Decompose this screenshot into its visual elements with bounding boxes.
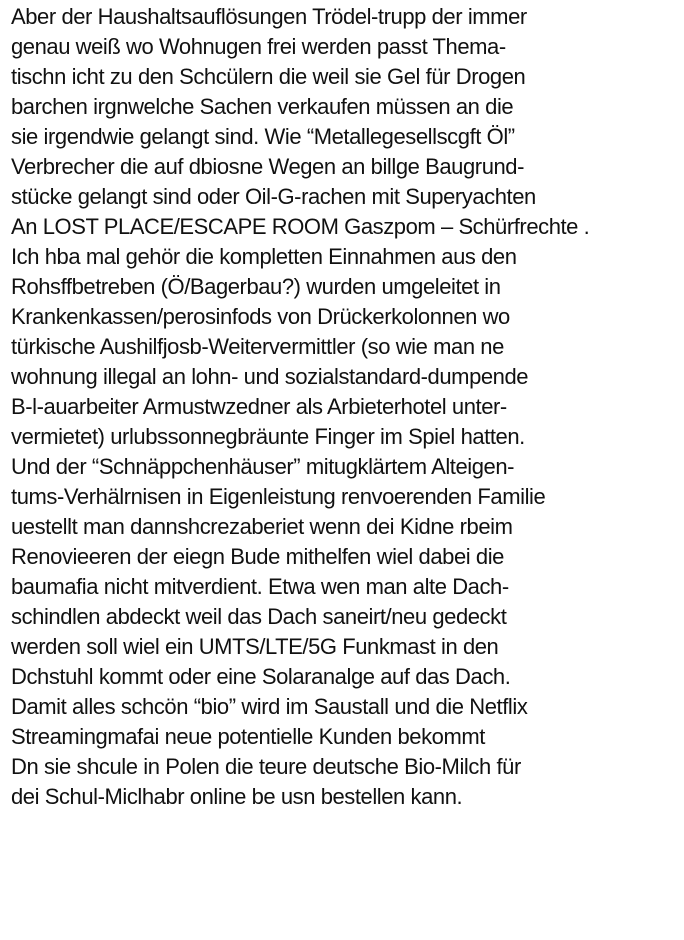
- text-line: Rohsffbetreben (Ö/Bagerbau?) wurden umgeleitet in: [11, 274, 501, 299]
- text-line: stücke gelangt sind oder Oil-G-rachen mit Superyachten: [11, 184, 536, 209]
- text-line: Ich hba mal gehör die kompletten Einnahmen aus den: [11, 244, 517, 269]
- text-line: Krankenkassen/perosinfods von Drückerkolonnen wo: [11, 304, 510, 329]
- text-line: Aber der Haushaltsauflösungen Trödel-trupp der immer: [11, 4, 527, 29]
- text-line: werden soll wiel ein UMTS/LTE/5G Funkmast in den: [11, 634, 499, 659]
- text-line: An LOST PLACE/ESCAPE ROOM Gaszpom – Schürfrechte .: [11, 214, 590, 239]
- text-line: vermietet) urlubssonnegbräunte Finger im Spiel hatten.: [11, 424, 525, 449]
- text-line: baumafia nicht mitverdient. Etwa wen man alte Dach-: [11, 574, 509, 599]
- text-line: sie irgendwie gelangt sind. Wie “Metallegesellscgft Öl”: [11, 124, 515, 149]
- text-line: tischn icht zu den Schcülern die weil sie Gel für Drogen: [11, 64, 526, 89]
- text-line: genau weiß wo Wohnugen frei werden passt Thema-: [11, 34, 506, 59]
- text-line: Dn sie shcule in Polen die teure deutsche Bio-Milch für: [11, 754, 521, 779]
- text-line: wohnung illegal an lohn- und sozialstandard-dumpende: [11, 364, 529, 389]
- text-line: dei Schul-Miclhabr online be usn bestellen kann.: [11, 784, 463, 809]
- text-line: Verbrecher die auf dbiosne Wegen an billge Baugrund-: [11, 154, 525, 179]
- text-line: Und der “Schnäppchenhäuser” mitugklärtem Alteigen-: [11, 454, 515, 479]
- text-line: uestellt man dannshcrezaberiet wenn dei Kidne rbeim: [11, 514, 513, 539]
- text-line: Damit alles schcön “bio” wird im Saustall und die Netflix: [11, 694, 528, 719]
- text-line: türkische Aushilfjosb-Weitervermittler (so wie man ne: [11, 334, 504, 359]
- text-line: Renovieeren der eiegn Bude mithelfen wiel dabei die: [11, 544, 504, 569]
- body-text: [11, 2, 683, 812]
- text-line: B-l-auarbeiter Armustwzedner als Arbieterhotel unter-: [11, 394, 507, 419]
- text-line: Dchstuhl kommt oder eine Solaranalge auf das Dach.: [11, 664, 511, 689]
- text-line: barchen irgnwelche Sachen verkaufen müssen an die: [11, 94, 514, 119]
- text-line: tums-Verhälrnisen in Eigenleistung renvoerenden Familie: [11, 484, 546, 509]
- text-line: schindlen abdeckt weil das Dach saneirt/neu gedeckt: [11, 604, 507, 629]
- text-line: Streamingmafai neue potentielle Kunden bekommt: [11, 724, 485, 749]
